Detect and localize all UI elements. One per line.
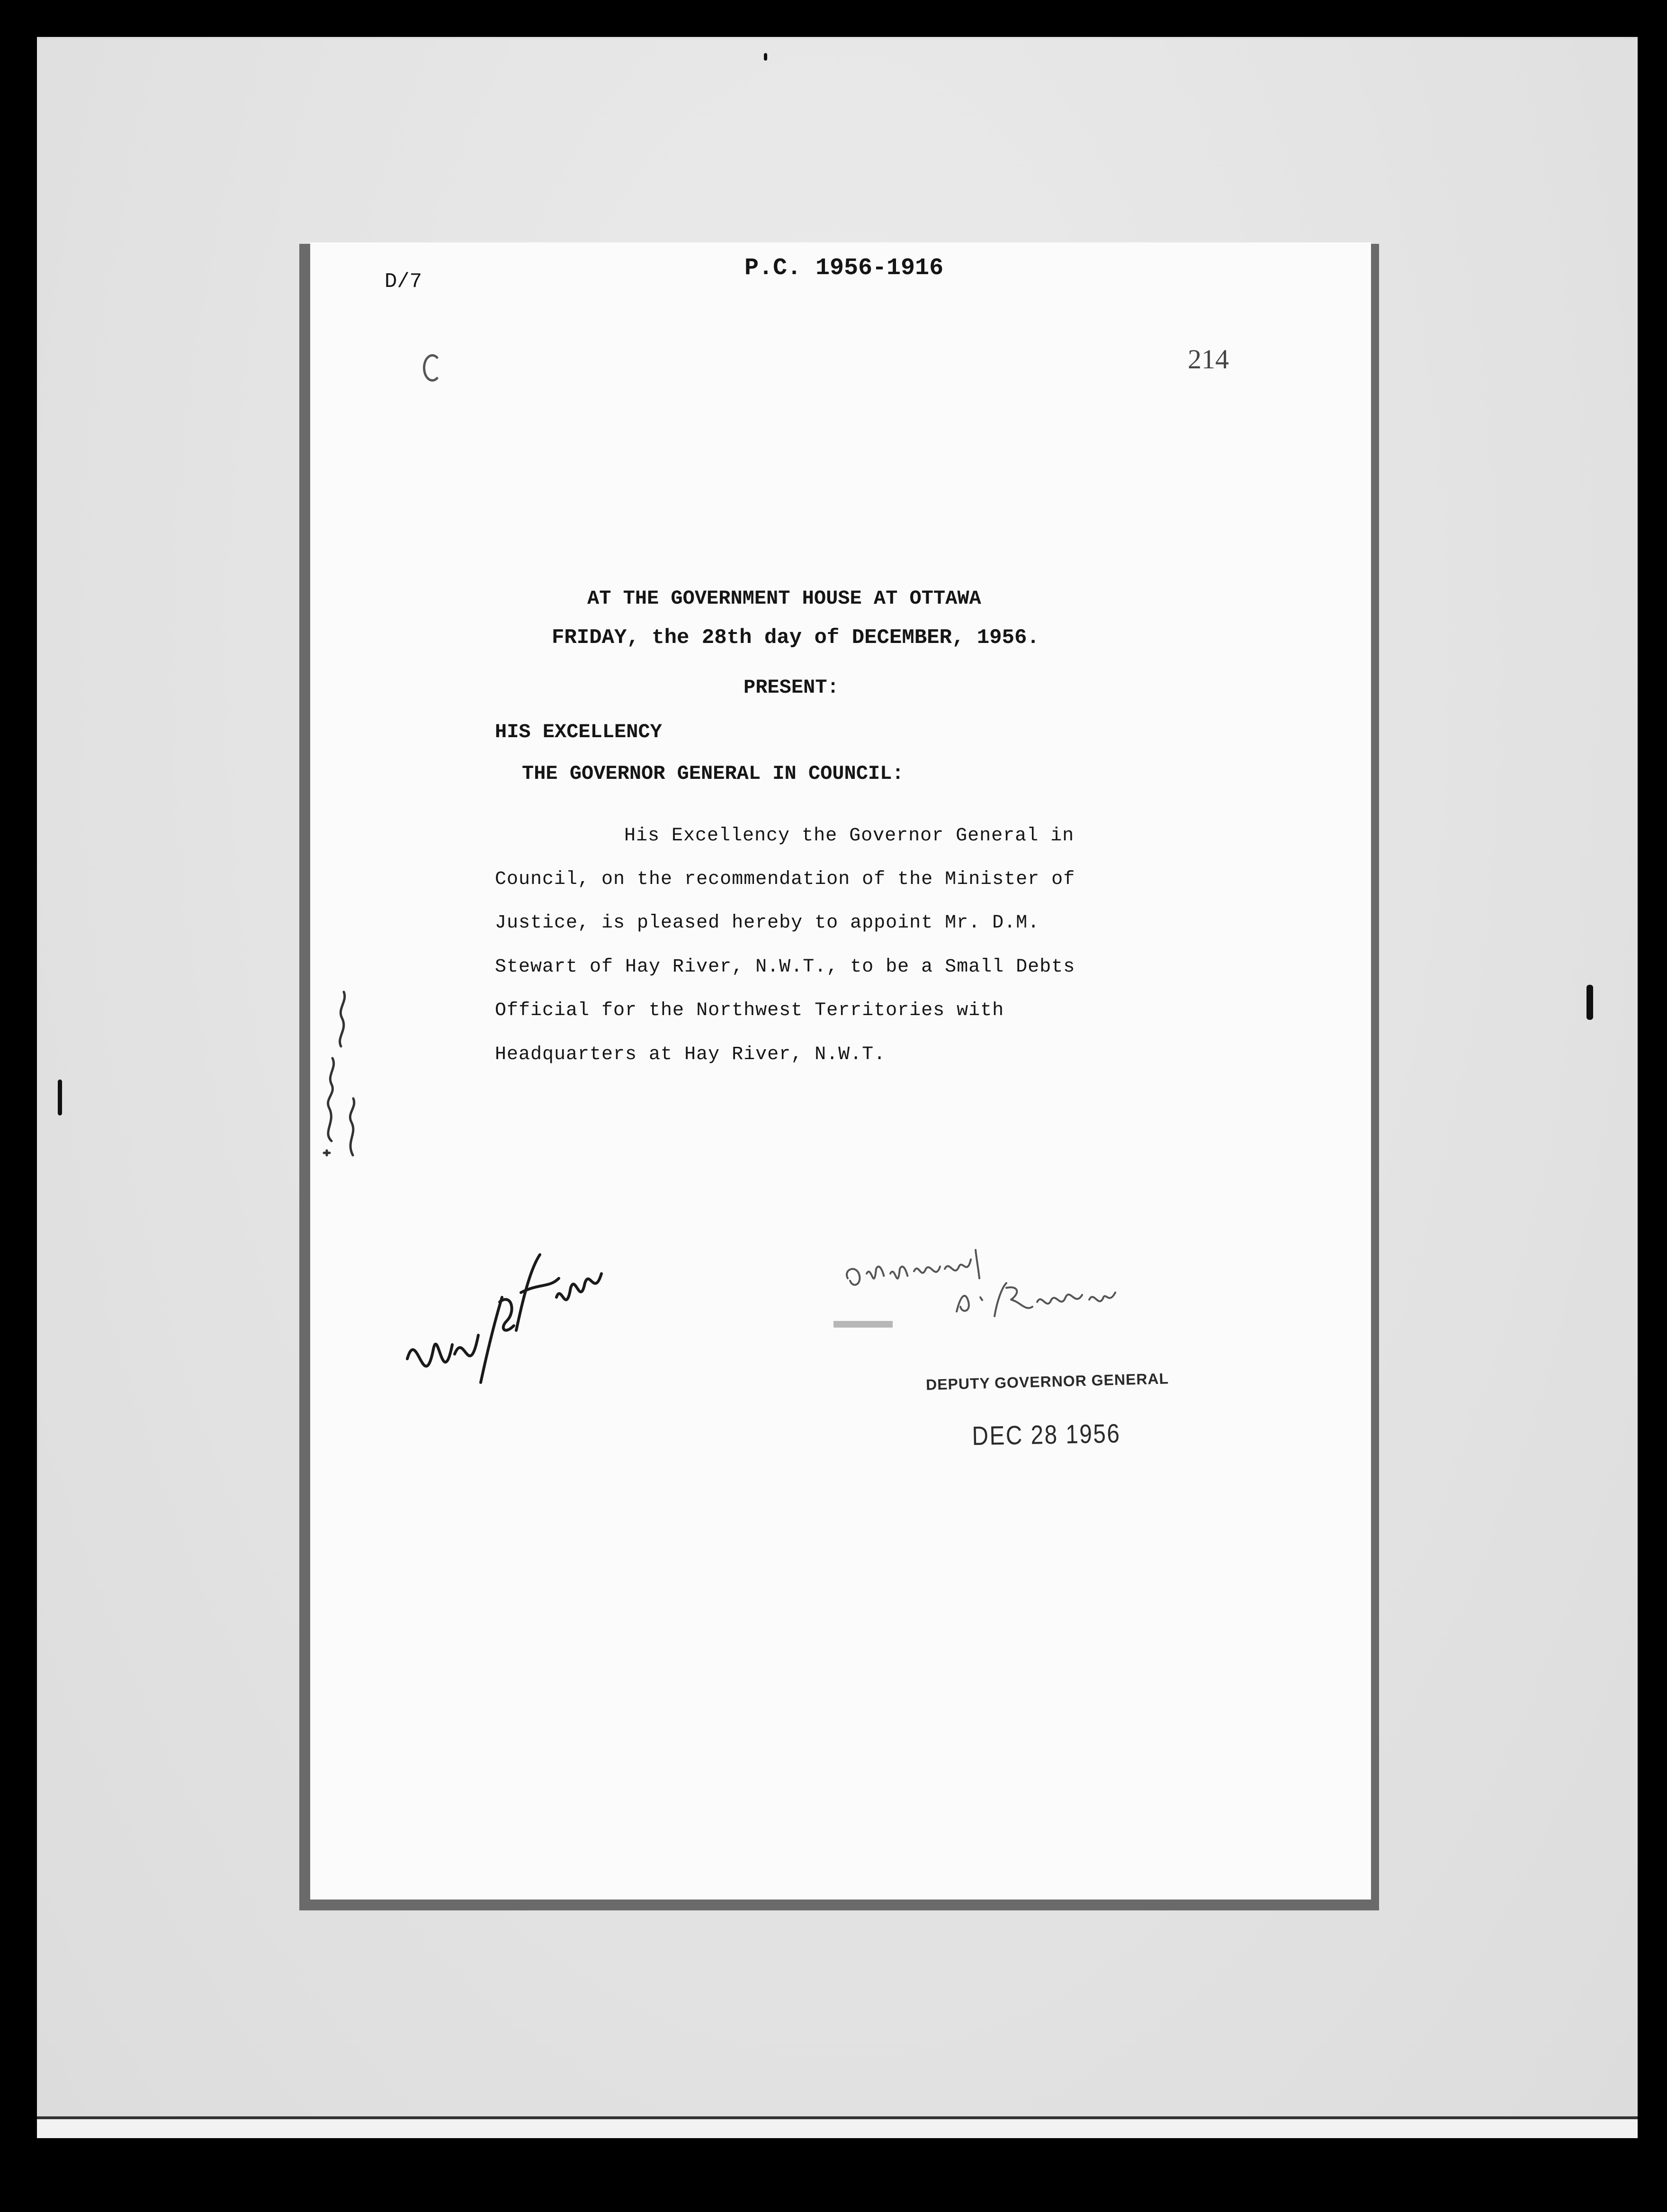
signature-left <box>398 1240 616 1420</box>
stamp-smudge <box>834 1321 893 1328</box>
heading-date: FRIDAY, the 28th day of DECEMBER, 1956. <box>552 626 1040 650</box>
edge-mark-top <box>764 53 767 61</box>
body-line-4: Stewart of Hay River, N.W.T., to be a Small Debts <box>495 956 1075 978</box>
body-line-5: Official for the Northwest Territories with <box>495 1000 1004 1021</box>
addressee-line-2: THE GOVERNOR GENERAL IN COUNCIL: <box>522 762 904 785</box>
stamp-deputy-governor-general: DEPUTY GOVERNOR GENERAL <box>925 1370 1169 1393</box>
body-line-1: His Excellency the Governor General in <box>624 825 1075 847</box>
edge-mark-right <box>1586 985 1593 1020</box>
addressee-line-1: HIS EXCELLENCY <box>495 721 662 743</box>
body-line-6: Headquarters at Hay River, N.W.T. <box>495 1044 886 1065</box>
page-number: 214 <box>1188 344 1229 375</box>
approval-handwriting <box>838 1240 1170 1330</box>
body-line-2: Council, on the recommendation of the Minister of <box>495 869 1075 890</box>
margin-note-handwriting <box>308 966 384 1165</box>
file-code: D/7 <box>385 270 422 294</box>
heading-present: PRESENT: <box>744 676 839 699</box>
stamp-date: DEC 28 1956 <box>972 1418 1121 1451</box>
heading-location: AT THE GOVERNMENT HOUSE AT OTTAWA <box>587 587 981 610</box>
edge-mark-left <box>58 1079 62 1115</box>
punch-hole-icon <box>423 354 442 382</box>
order-number: P.C. 1956-1916 <box>744 255 944 282</box>
body-line-3: Justice, is pleased hereby to appoint Mr. D.M. <box>495 912 1040 934</box>
scan-bottom-strip <box>37 2116 1638 2138</box>
document-page <box>310 242 1371 1900</box>
